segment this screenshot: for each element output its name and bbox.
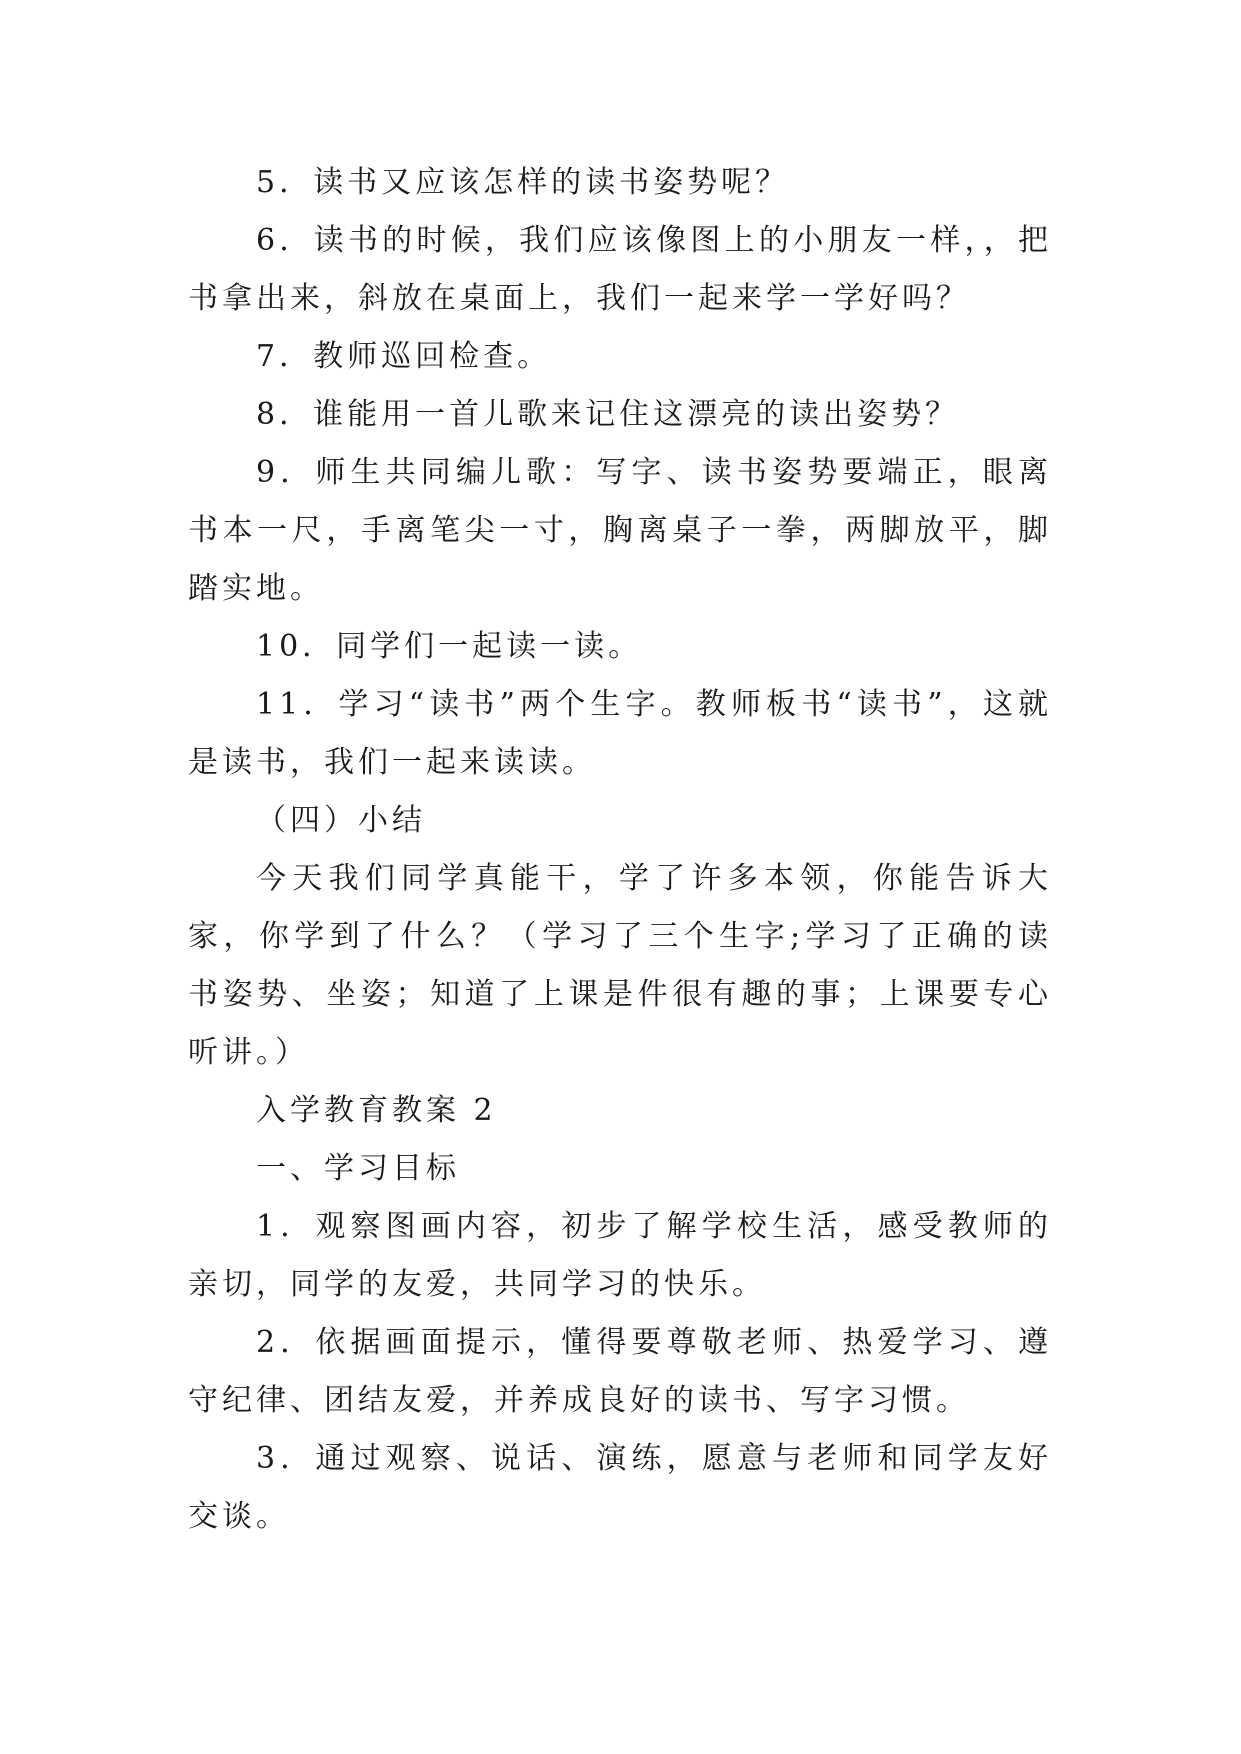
objective-item-3: 3．通过观察、说话、演练，愿意与老师和同学友好交谈。 (188, 1441, 1052, 1534)
objective-item-2: 2．依据画面提示，懂得要尊敬老师、热爱学习、遵守纪律、团结友爱，并养成良好的读书、写字习惯。 (188, 1325, 1052, 1418)
paragraph-item-8: 8．谁能用一首儿歌来记住这漂亮的读出姿势？ (256, 397, 960, 432)
paragraph-item-11: 11．学习“读书”两个生字。教师板书“读书”，这就是读书，我们一起来读读。 (188, 687, 1052, 780)
paragraph-item-7: 7．教师巡回检查。 (256, 339, 552, 374)
paragraph-item-5: 5．读书又应该怎样的读书姿势呢？ (256, 165, 790, 200)
lesson-title: 入学教育教案 2 (256, 1093, 497, 1128)
section-heading-objectives: 一、学习目标 (256, 1151, 460, 1186)
paragraph-item-9: 9．师生共同编儿歌：写字、读书姿势要端正，眼离书本一尺，手离笔尖一寸，胸离桌子一拳，两脚放平，脚踏实地。 (188, 455, 1052, 606)
paragraph-item-10: 10．同学们一起读一读。 (256, 629, 643, 664)
paragraph-item-6: 6．读书的时候，我们应该像图上的小朋友一样，，把书拿出来，斜放在桌面上，我们一起来学一学好吗？ (188, 223, 1052, 316)
objective-item-1: 1．观察图画内容，初步了解学校生活，感受教师的亲切，同学的友爱，共同学习的快乐。 (188, 1209, 1052, 1302)
section-heading-summary: （四）小结 (256, 803, 426, 838)
summary-paragraph: 今天我们同学真能干，学了许多本领，你能告诉大家，你学到了什么？（学习了三个生字;学习了正确的读书姿势、坐姿；知道了上课是件很有趣的事；上课要专心听讲。） (188, 861, 1052, 1070)
